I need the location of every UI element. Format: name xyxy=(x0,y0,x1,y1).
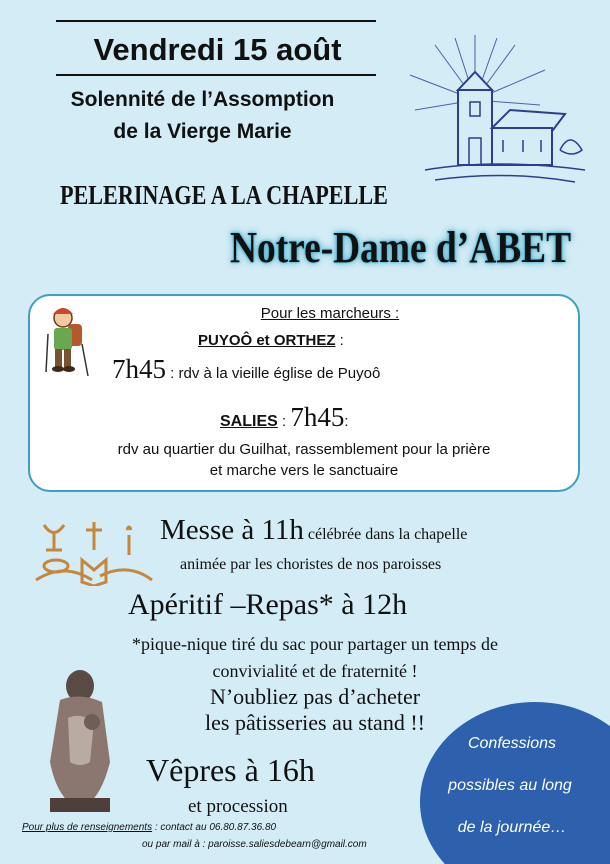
mass-title: Messe à 11h xyxy=(160,514,304,546)
mass-detail2: animée par les choristes de nos paroisses xyxy=(180,556,442,573)
footer-info xyxy=(22,822,276,833)
group2-time: 7h45 xyxy=(290,402,345,432)
pilgrimage-title: PELERINAGE A LA CHAPELLE xyxy=(60,180,388,210)
group2-detail-line1: rdv au quartier du Guilhat, rassemblement pour la prière xyxy=(117,441,491,458)
group1-label: PUYOÔ et ORTHEZ xyxy=(198,332,336,349)
footer-info-label: Pour plus de renseignements xyxy=(22,822,153,833)
pastry-line1: N’oubliez pas d’acheter xyxy=(209,684,421,709)
chapel-name: Notre-Dame d’ABET xyxy=(230,223,572,272)
mass-detail: célébrée dans la chapelle xyxy=(303,526,468,543)
picnic-line2: convivialité et de fraternité ! xyxy=(212,661,418,681)
group2-row xyxy=(220,402,348,433)
date-rule xyxy=(56,74,376,76)
confessions-line1: Confessions xyxy=(467,735,557,752)
group1-detail: : rdv à la vieille église de Puyoô xyxy=(166,365,381,382)
aperitif-title: Apéritif –Repas* à 12h xyxy=(128,588,408,621)
hiker-icon xyxy=(38,304,93,379)
walkers-heading: Pour les marcheurs : xyxy=(260,305,400,322)
group1-time-row xyxy=(112,354,380,385)
feast-title-line2: de la Vierge Marie xyxy=(113,120,292,143)
vespers-title: Vêpres à 16h xyxy=(146,752,315,788)
footer-contact: : contact au 06.80.87.36.80 xyxy=(152,822,277,833)
group1-row xyxy=(198,332,344,349)
group1-time: 7h45 xyxy=(112,354,166,384)
pastry-line2: les pâtisseries au stand !! xyxy=(205,710,425,735)
chapel-illustration xyxy=(395,30,595,205)
footer-mail[interactable]: ou par mail à : paroisse.saliesdebearn@gmail.com xyxy=(142,839,367,850)
group2-colon: : xyxy=(344,413,349,430)
group2-sep: : xyxy=(277,413,291,430)
top-rule xyxy=(56,20,376,22)
group2-detail-line2: et marche vers le sanctuaire xyxy=(209,462,399,479)
virgin-statue-image xyxy=(40,668,120,814)
picnic-line1: *pique-nique tiré du sac pour partager un temps de xyxy=(132,634,498,654)
feast-title-line1: Solennité de l’Assomption xyxy=(70,88,335,111)
procession-text: et procession xyxy=(188,796,288,817)
event-date: Vendredi 15 août xyxy=(93,32,342,67)
group1-sep: : xyxy=(335,332,344,349)
mass-row xyxy=(160,514,467,547)
group2-label: SALIES xyxy=(220,413,278,430)
confessions-line2: possibles au long xyxy=(448,777,572,794)
confessions-line3: de la journée… xyxy=(457,819,567,836)
sacraments-icon xyxy=(34,520,154,586)
